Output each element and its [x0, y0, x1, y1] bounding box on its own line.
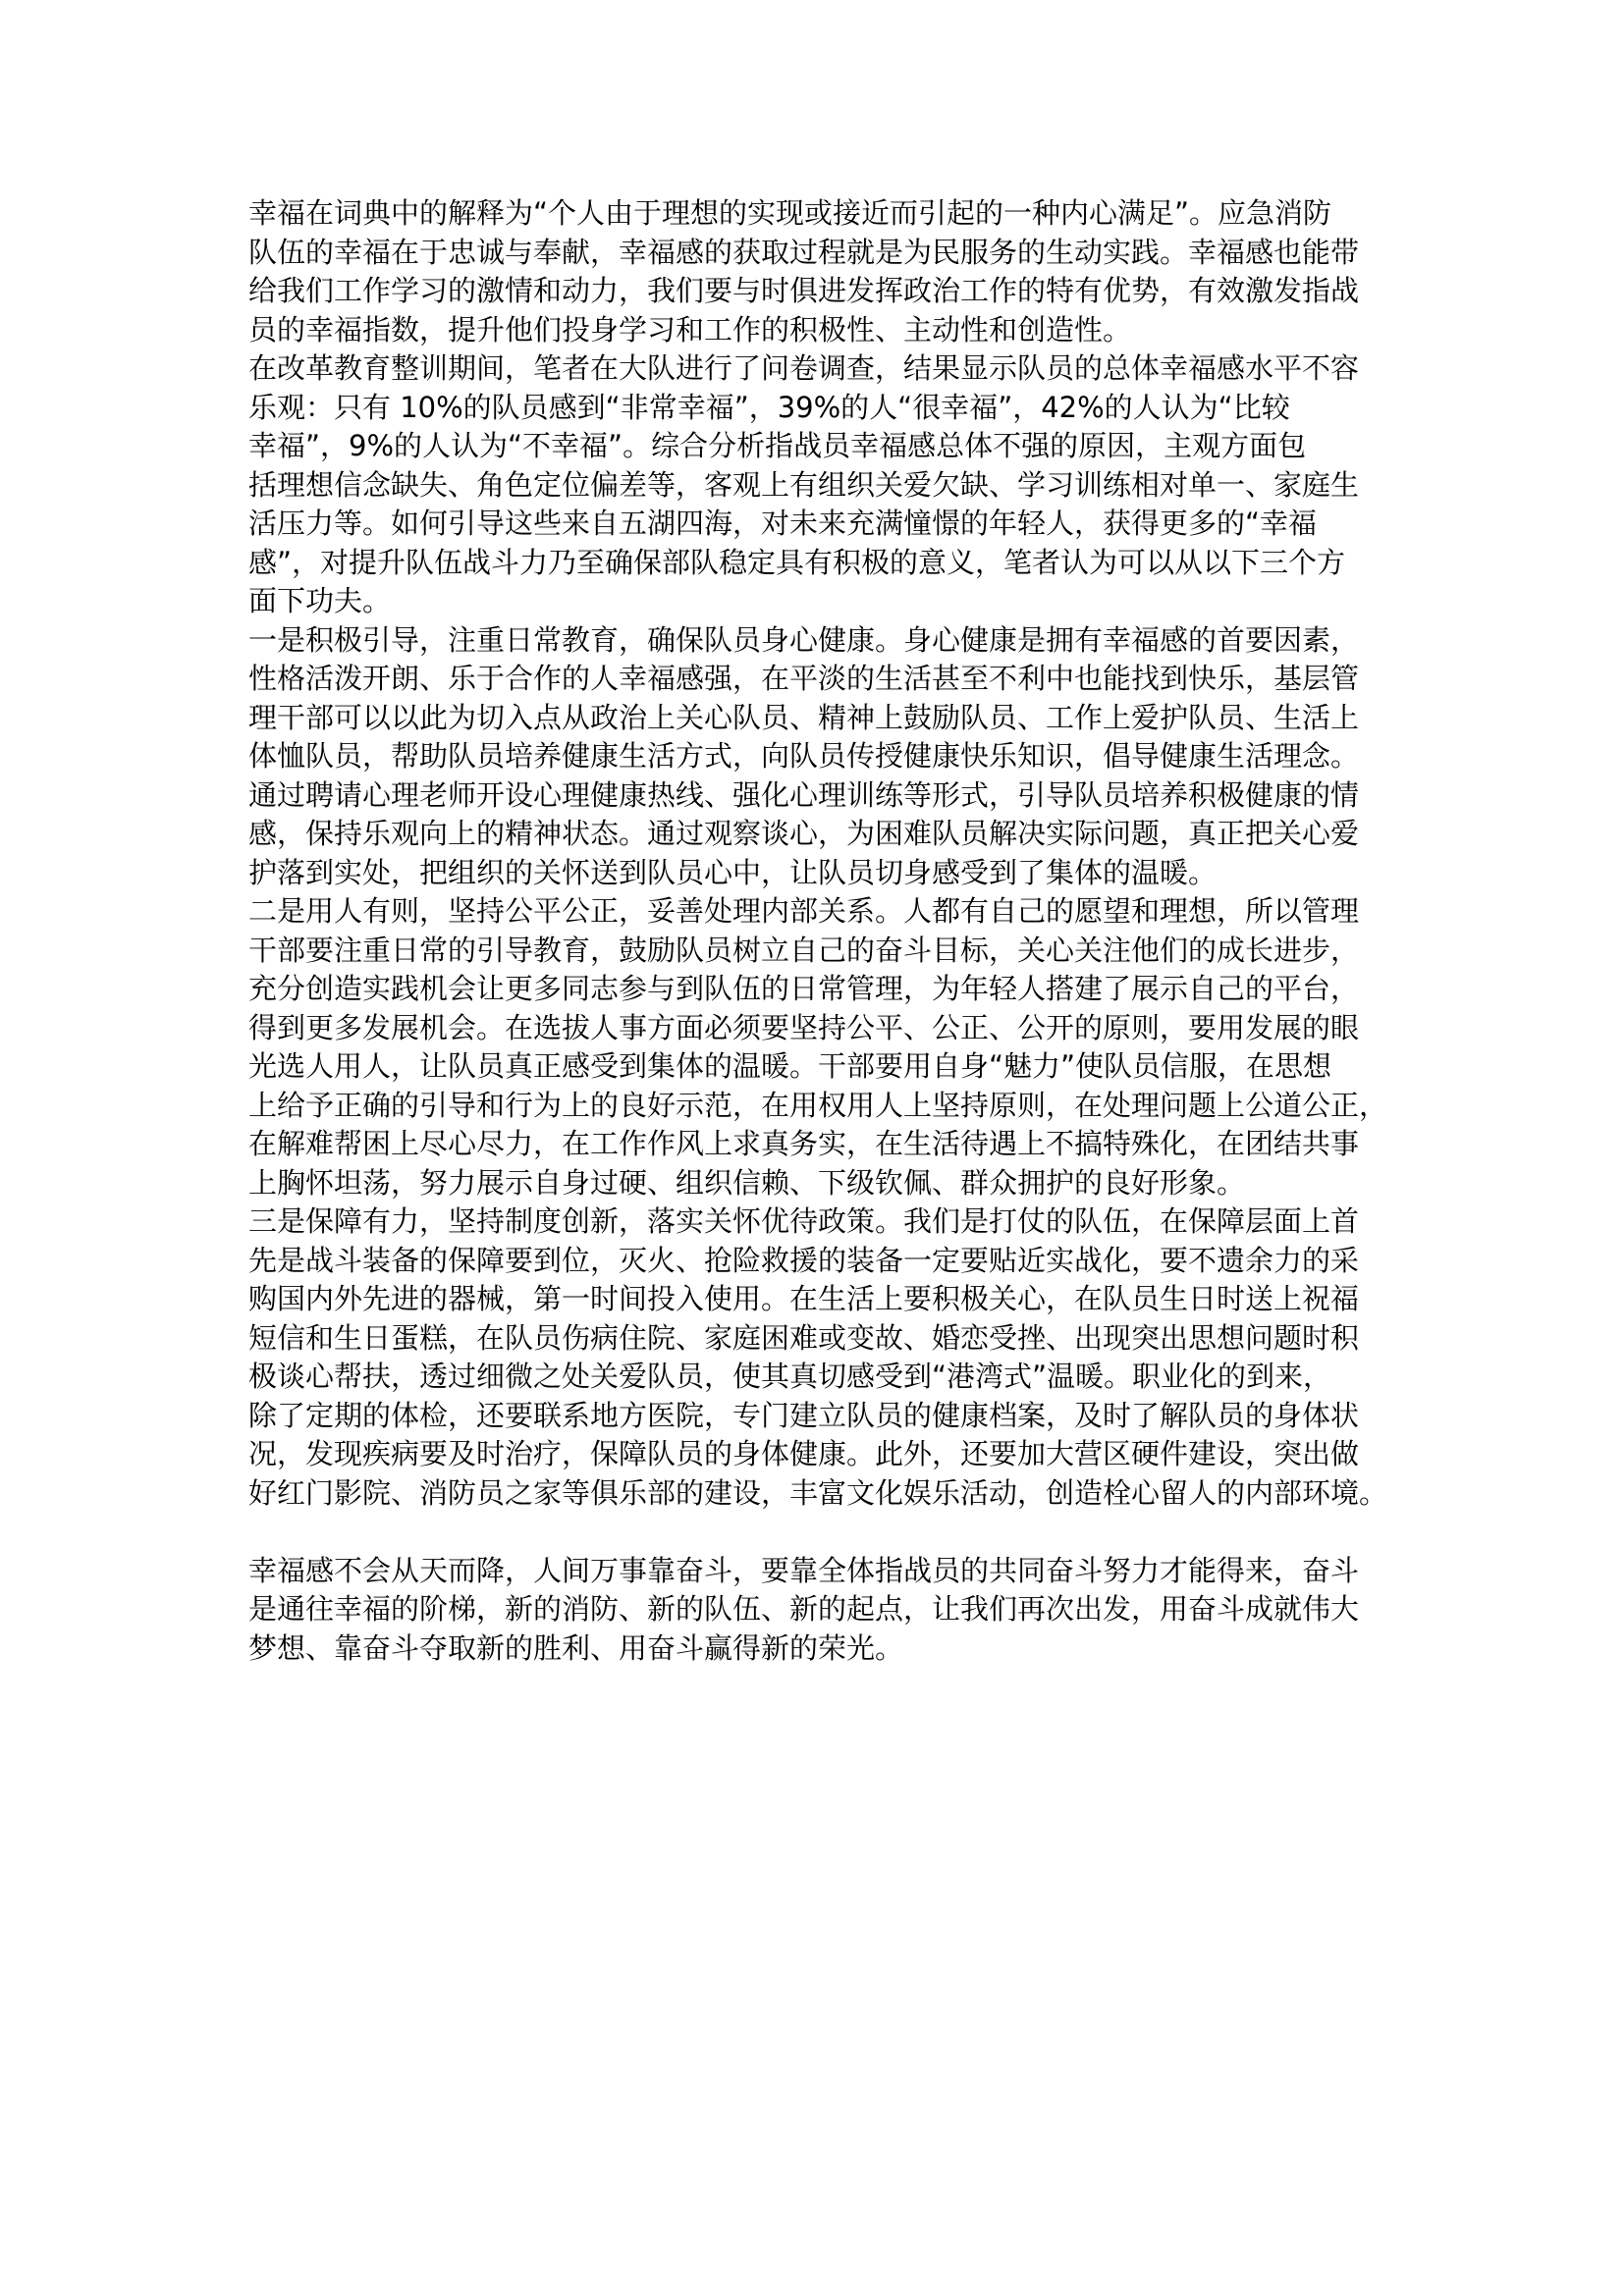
text-line: 极谈心帮扶，透过细微之处关爱队员，使其真切感受到“港湾式”温暖。职业化的到来，: [248, 1360, 1332, 1393]
text-line: 二是用人有则，坚持公平公正，妥善处理内部关系。人都有自己的愿望和理想，所以管理: [248, 894, 1360, 928]
text-line: 短信和生日蛋糕，在队员伤病住院、家庭困难或变故、婚恋受挫、出现突出思想问题时积: [248, 1320, 1360, 1355]
text-line: 幸福感不会从天而降，人间万事靠奋斗，要靠全体指战员的共同奋斗努力才能得来，奋斗: [248, 1553, 1360, 1587]
text-line: 充分创造实践机会让更多同志参与到队伍的日常管理，为年轻人搭建了展示自己的平台，: [248, 972, 1360, 1005]
text-line: 光选人用人，让队员真正感受到集体的温暖。干部要用自身“魅力”使队员信服，在思想: [248, 1049, 1332, 1083]
text-line: 三是保障有力，坚持制度创新，落实关怀优待政策。我们是打仗的队伍，在保障层面上首: [248, 1204, 1360, 1238]
text-line: 购国内外先进的器械，第一时间投入使用。在生活上要积极关心，在队员生日时送上祝福: [248, 1282, 1360, 1315]
text-line: 队伍的幸福在于忠诚与奉献，幸福感的获取过程就是为民服务的生动实践。幸福感也能带: [248, 235, 1360, 269]
text-line: 通过聘请心理老师开设心理健康热线、强化心理训练等形式，引导队员培养积极健康的情: [248, 777, 1360, 812]
text-line: 况，发现疾病要及时治疗，保障队员的身体健康。此外，还要加大营区硬件建设，突出做: [248, 1437, 1360, 1470]
text-line: 幸福”，9%的人认为“不幸福”。综合分析指战员幸福感总体不强的原因，主观方面包: [248, 429, 1307, 462]
text-line: 梦想、靠奋斗夺取新的胜利、用奋斗赢得新的荣光。: [248, 1630, 904, 1665]
text-line: 感”，对提升队伍战斗力乃至确保部队稳定具有积极的意义，笔者认为可以从以下三个方: [248, 545, 1346, 579]
text-line: 括理想信念缺失、角色定位偏差等，客观上有组织关爱欠缺、学习训练相对单一、家庭生: [248, 467, 1360, 502]
text-line: 在改革教育整训期间，笔者在大队进行了问卷调查，结果显示队员的总体幸福感水平不容: [248, 351, 1360, 385]
text-line: 体恤队员，帮助队员培养健康生活方式，向队员传授健康快乐知识，倡导健康生活理念。: [248, 739, 1360, 773]
text-line: 先是战斗装备的保障要到位，灭火、抢险救援的装备一定要贴近实战化，要不遗余力的采: [248, 1243, 1360, 1277]
text-line: 感，保持乐观向上的精神状态。通过观察谈心，为困难队员解决实际问题，真正把关心爱: [248, 817, 1360, 850]
text-line: 好红门影院、消防员之家等俱乐部的建设，丰富文化娱乐活动，创造栓心留人的内部环境。: [248, 1475, 1388, 1510]
document-body: [248, 194, 1387, 1668]
text-line: 活压力等。如何引导这些来自五湖四海，对未来充满憧憬的年轻人，获得更多的“幸福: [248, 507, 1318, 540]
text-line: 在解难帮困上尽心尽力，在工作作风上求真务实，在生活待遇上不搞特殊化，在团结共事: [248, 1127, 1360, 1160]
text-line: 一是积极引导，注重日常教育，确保队员身心健康。身心健康是拥有幸福感的首要因素，: [248, 622, 1360, 657]
text-line: 幸福在词典中的解释为“个人由于理想的实现或接近而引起的一种内心满足”。应急消防: [248, 196, 1332, 230]
text-line: 护落到实处，把组织的关怀送到队员心中，让队员切身感受到了集体的温暖。: [248, 855, 1218, 889]
paragraph-gap: [248, 1513, 1387, 1552]
text-line: 员的幸福指数，提升他们投身学习和工作的积极性、主动性和创造性。: [248, 312, 1132, 347]
text-line: 干部要注重日常的引导教育，鼓励队员树立自己的奋斗目标，关心关注他们的成长进步，: [248, 933, 1360, 967]
text-line: 是通往幸福的阶梯，新的消防、新的队伍、新的起点，让我们再次出发，用奋斗成就伟大: [248, 1592, 1360, 1626]
text-line: 给我们工作学习的激情和动力，我们要与时俱进发挥政治工作的特有优势，有效激发指战: [248, 274, 1360, 307]
text-line: 除了定期的体检，还要联系地方医院，专门建立队员的健康档案，及时了解队员的身体状: [248, 1398, 1360, 1432]
text-line: 乐观：只有 10%的队员感到“非常幸福”，39%的人“很幸福”，42%的人认为“比较: [248, 390, 1290, 424]
text-line: 面下功夫。: [248, 584, 392, 617]
text-line: 得到更多发展机会。在选拔人事方面必须要坚持公平、公正、公开的原则，要用发展的眼: [248, 1010, 1360, 1044]
text-line: 理干部可以以此为切入点从政治上关心队员、精神上鼓励队员、工作上爱护队员、生活上: [248, 700, 1360, 734]
text-line: 上胸怀坦荡，努力展示自身过硬、组织信赖、下级钦佩、群众拥护的良好形象。: [248, 1165, 1246, 1200]
text-line: 性格活泼开朗、乐于合作的人幸福感强，在平淡的生活甚至不利中也能找到快乐，基层管: [248, 662, 1360, 695]
text-line: 上给予正确的引导和行为上的良好示范，在用权用人上坚持原则，在处理问题上公道公正，: [248, 1088, 1388, 1122]
